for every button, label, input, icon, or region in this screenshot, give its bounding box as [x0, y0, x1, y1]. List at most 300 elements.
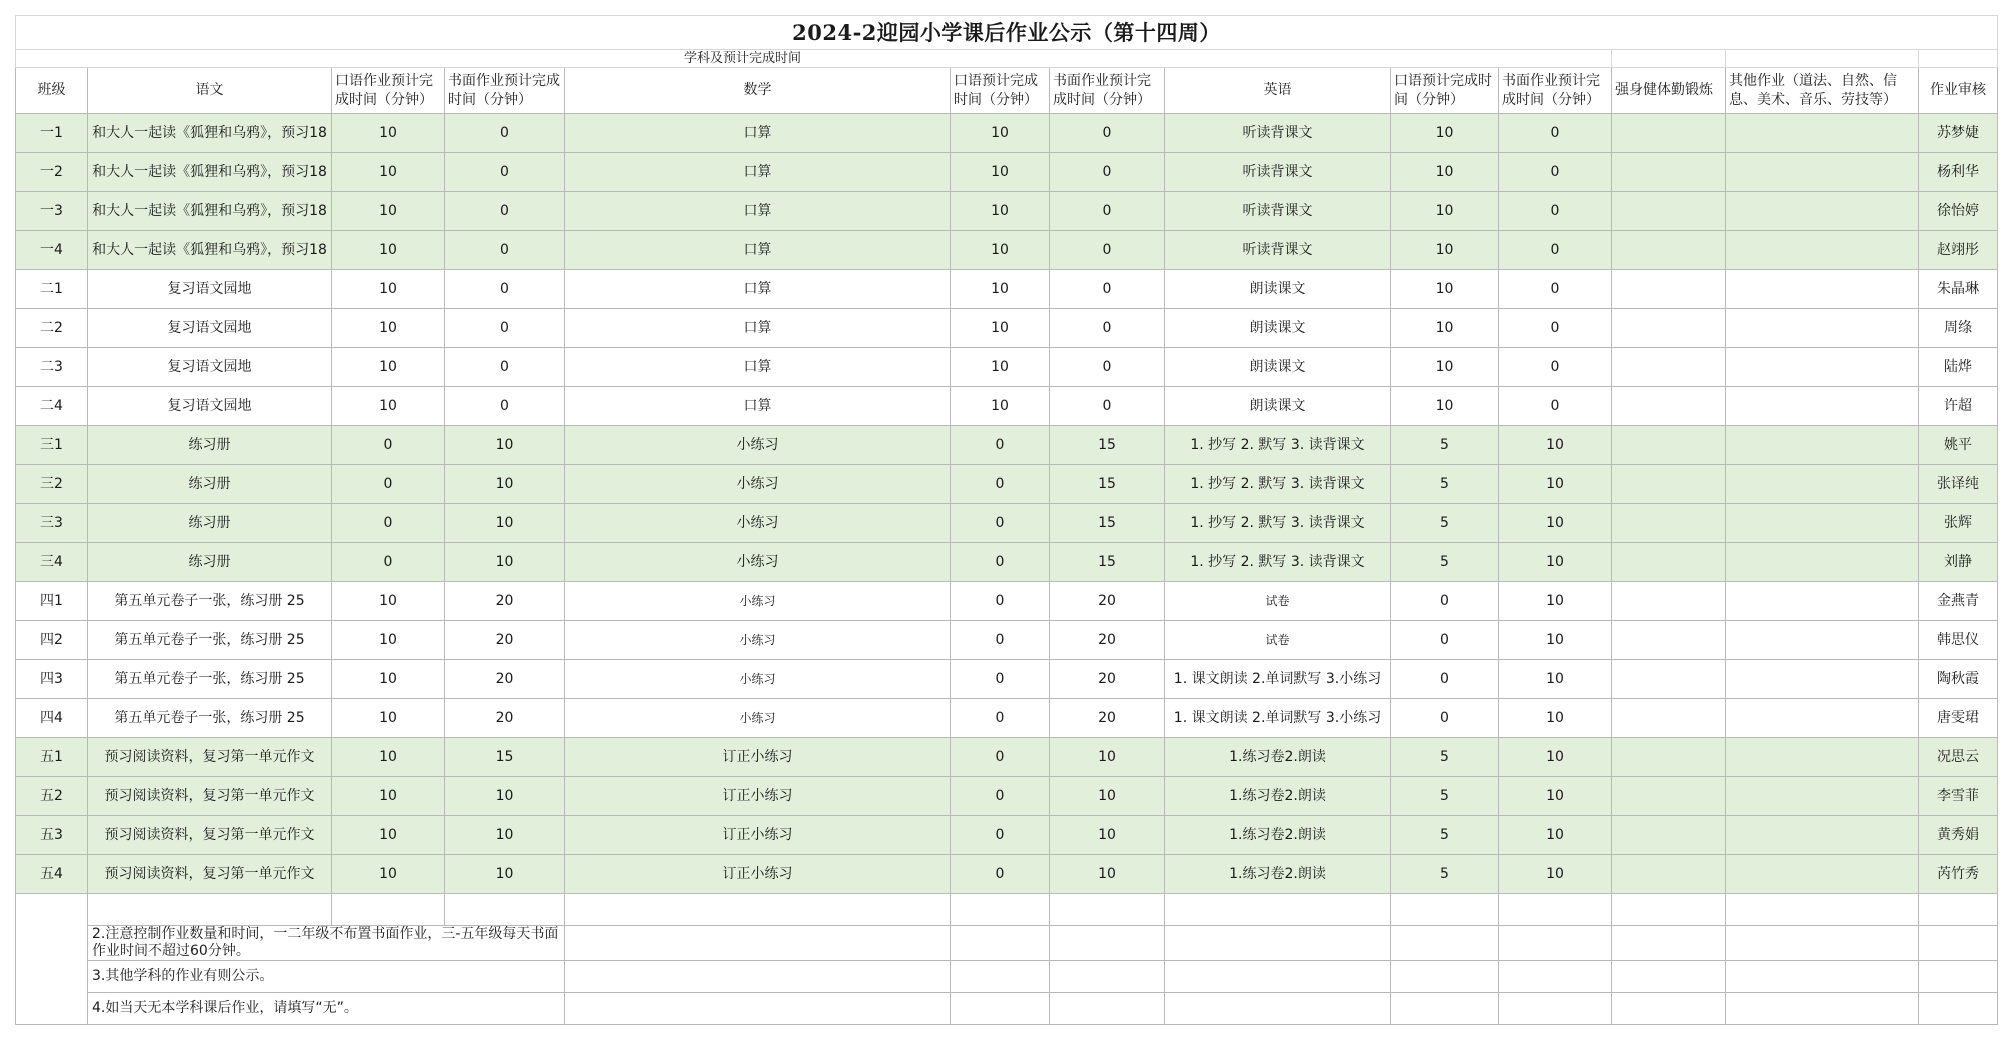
chinese-written-cell: 0: [445, 309, 565, 348]
fitness-cell: [1612, 816, 1726, 855]
english-cell: 1. 课文朗读 2.单词默写 3.小练习: [1165, 699, 1391, 738]
chinese-oral-cell: 10: [332, 192, 445, 231]
english-written-cell: 10: [1499, 777, 1612, 816]
fitness-cell: [1612, 465, 1726, 504]
chinese-oral-cell: 10: [332, 777, 445, 816]
reviewer-cell: 周绦: [1919, 309, 1998, 348]
header-english-written-time: 书面作业预计完成时间（分钟）: [1499, 68, 1612, 114]
chinese-written-cell: 10: [445, 816, 565, 855]
chinese-oral-cell: 10: [332, 309, 445, 348]
table-row: [16, 660, 1998, 699]
table-row: [16, 855, 1998, 894]
chinese-oral-cell: 10: [332, 738, 445, 777]
english-oral-cell: 5: [1391, 426, 1499, 465]
chinese-cell: 练习册: [88, 426, 332, 465]
class-cell: 四2: [16, 621, 88, 660]
chinese-oral-cell: 10: [332, 348, 445, 387]
header-chinese-oral-time: 口语作业预计完成时间（分钟）: [332, 68, 445, 114]
other-cell: [1726, 192, 1919, 231]
page-title: 2024-2迎园小学课后作业公示（第十四周）: [16, 16, 1998, 50]
chinese-cell: 和大人一起读《狐狸和乌鸦》，预习18: [88, 231, 332, 270]
english-oral-cell: 10: [1391, 114, 1499, 153]
class-cell: 三3: [16, 504, 88, 543]
table-row: [16, 114, 1998, 153]
chinese-written-cell: 10: [445, 465, 565, 504]
class-cell: 一2: [16, 153, 88, 192]
note-text: 3.其他学科的作业有则公示。: [88, 961, 565, 993]
math-oral-cell: 10: [951, 231, 1050, 270]
table-row: [16, 309, 1998, 348]
english-oral-cell: 5: [1391, 504, 1499, 543]
reviewer-cell: 陆烨: [1919, 348, 1998, 387]
english-oral-cell: 5: [1391, 777, 1499, 816]
english-written-cell: 0: [1499, 231, 1612, 270]
english-oral-cell: 10: [1391, 270, 1499, 309]
class-cell: 五4: [16, 855, 88, 894]
table-row: [16, 348, 1998, 387]
reviewer-cell: 芮竹秀: [1919, 855, 1998, 894]
other-cell: [1726, 504, 1919, 543]
chinese-oral-cell: 10: [332, 114, 445, 153]
fitness-cell: [1612, 582, 1726, 621]
english-written-cell: 10: [1499, 543, 1612, 582]
math-written-cell: 15: [1050, 426, 1165, 465]
english-oral-cell: 0: [1391, 582, 1499, 621]
class-cell: 四3: [16, 660, 88, 699]
table-row: [16, 504, 1998, 543]
chinese-written-cell: 0: [445, 153, 565, 192]
math-cell: 口算: [565, 387, 951, 426]
math-cell: 小练习: [565, 426, 951, 465]
math-oral-cell: 0: [951, 660, 1050, 699]
fitness-cell: [1612, 777, 1726, 816]
reviewer-cell: 苏梦婕: [1919, 114, 1998, 153]
reviewer-cell: 金燕青: [1919, 582, 1998, 621]
math-oral-cell: 0: [951, 855, 1050, 894]
fitness-cell: [1612, 504, 1726, 543]
math-cell: 订正小练习: [565, 855, 951, 894]
table-row: [16, 543, 1998, 582]
english-written-cell: 10: [1499, 660, 1612, 699]
chinese-written-cell: 0: [445, 348, 565, 387]
english-written-cell: 10: [1499, 582, 1612, 621]
reviewer-cell: 韩思仪: [1919, 621, 1998, 660]
fitness-cell: [1612, 192, 1726, 231]
math-written-cell: 10: [1050, 816, 1165, 855]
chinese-oral-cell: 10: [332, 270, 445, 309]
math-oral-cell: 10: [951, 114, 1050, 153]
reviewer-cell: 许超: [1919, 387, 1998, 426]
chinese-oral-cell: 10: [332, 231, 445, 270]
other-cell: [1726, 621, 1919, 660]
header-other: 其他作业（道法、自然、信息、美术、音乐、劳技等）: [1726, 68, 1919, 114]
class-cell: 一1: [16, 114, 88, 153]
english-written-cell: 0: [1499, 387, 1612, 426]
reviewer-cell: 朱晶琳: [1919, 270, 1998, 309]
header-reviewer: 作业审核: [1919, 68, 1998, 114]
table-row: [16, 621, 1998, 660]
other-cell: [1726, 855, 1919, 894]
math-written-cell: 15: [1050, 504, 1165, 543]
fitness-cell: [1612, 309, 1726, 348]
math-written-cell: 10: [1050, 777, 1165, 816]
table-row: [16, 192, 1998, 231]
english-oral-cell: 10: [1391, 231, 1499, 270]
header-class: 班级: [16, 68, 88, 114]
english-written-cell: 10: [1499, 738, 1612, 777]
chinese-cell: 和大人一起读《狐狸和乌鸦》，预习18: [88, 192, 332, 231]
other-cell: [1726, 270, 1919, 309]
english-cell: 1.练习卷2.朗读: [1165, 855, 1391, 894]
chinese-oral-cell: 10: [332, 582, 445, 621]
fitness-cell: [1612, 543, 1726, 582]
table-row: [16, 465, 1998, 504]
chinese-oral-cell: 10: [332, 816, 445, 855]
other-cell: [1726, 309, 1919, 348]
math-written-cell: 20: [1050, 582, 1165, 621]
math-oral-cell: 0: [951, 816, 1050, 855]
chinese-oral-cell: 0: [332, 426, 445, 465]
chinese-cell: 复习语文园地: [88, 387, 332, 426]
english-cell: 听读背课文: [1165, 231, 1391, 270]
header-fitness: 强身健体勤锻炼: [1612, 68, 1726, 114]
chinese-cell: 复习语文园地: [88, 348, 332, 387]
fitness-cell: [1612, 426, 1726, 465]
math-written-cell: 20: [1050, 699, 1165, 738]
reviewer-cell: 杨利华: [1919, 153, 1998, 192]
chinese-cell: 和大人一起读《狐狸和乌鸦》，预习18: [88, 153, 332, 192]
chinese-cell: 第五单元卷子一张，练习册 25: [88, 660, 332, 699]
chinese-written-cell: 10: [445, 777, 565, 816]
table-row: [16, 231, 1998, 270]
english-written-cell: 10: [1499, 465, 1612, 504]
english-oral-cell: 0: [1391, 660, 1499, 699]
fitness-cell: [1612, 270, 1726, 309]
class-cell: 二4: [16, 387, 88, 426]
chinese-written-cell: 20: [445, 699, 565, 738]
math-cell: 口算: [565, 153, 951, 192]
chinese-cell: 预习阅读资料，复习第一单元作文: [88, 738, 332, 777]
other-cell: [1726, 153, 1919, 192]
header-chinese: 语文: [88, 68, 332, 114]
math-cell: 口算: [565, 231, 951, 270]
homework-table: [15, 15, 1998, 1025]
english-oral-cell: 5: [1391, 738, 1499, 777]
table-row: [16, 699, 1998, 738]
chinese-written-cell: 20: [445, 660, 565, 699]
header-row: [16, 68, 1998, 114]
chinese-written-cell: 0: [445, 114, 565, 153]
english-cell: 试卷: [1165, 621, 1391, 660]
note-row: [16, 993, 1998, 1025]
chinese-written-cell: 10: [445, 426, 565, 465]
class-cell: 三4: [16, 543, 88, 582]
english-written-cell: 0: [1499, 114, 1612, 153]
chinese-oral-cell: 0: [332, 504, 445, 543]
reviewer-cell: 况思云: [1919, 738, 1998, 777]
other-cell: [1726, 816, 1919, 855]
chinese-written-cell: 20: [445, 582, 565, 621]
english-cell: 朗读课文: [1165, 270, 1391, 309]
english-oral-cell: 10: [1391, 192, 1499, 231]
fitness-cell: [1612, 153, 1726, 192]
math-written-cell: 15: [1050, 543, 1165, 582]
math-written-cell: 0: [1050, 192, 1165, 231]
english-oral-cell: 10: [1391, 387, 1499, 426]
math-written-cell: 0: [1050, 270, 1165, 309]
other-cell: [1726, 660, 1919, 699]
spreadsheet: [15, 15, 1997, 1051]
note-text: 4.如当天无本学科课后作业，请填写“无”。: [88, 993, 565, 1025]
english-oral-cell: 0: [1391, 621, 1499, 660]
chinese-cell: 练习册: [88, 504, 332, 543]
class-cell: 四1: [16, 582, 88, 621]
math-cell: 小练习: [565, 660, 951, 699]
reviewer-cell: 李雪菲: [1919, 777, 1998, 816]
class-cell: 一3: [16, 192, 88, 231]
chinese-cell: 和大人一起读《狐狸和乌鸦》，预习18: [88, 114, 332, 153]
fitness-cell: [1612, 621, 1726, 660]
english-written-cell: 0: [1499, 348, 1612, 387]
class-cell: 五1: [16, 738, 88, 777]
math-oral-cell: 0: [951, 543, 1050, 582]
english-cell: 听读背课文: [1165, 153, 1391, 192]
math-oral-cell: 0: [951, 582, 1050, 621]
english-oral-cell: 10: [1391, 348, 1499, 387]
reviewer-cell: 张译纯: [1919, 465, 1998, 504]
table-row: [16, 738, 1998, 777]
reviewer-cell: 刘静: [1919, 543, 1998, 582]
class-cell: 二2: [16, 309, 88, 348]
chinese-cell: 第五单元卷子一张，练习册 25: [88, 621, 332, 660]
chinese-cell: 预习阅读资料，复习第一单元作文: [88, 855, 332, 894]
chinese-oral-cell: 10: [332, 621, 445, 660]
other-cell: [1726, 387, 1919, 426]
table-row: [16, 582, 1998, 621]
math-oral-cell: 0: [951, 426, 1050, 465]
other-cell: [1726, 582, 1919, 621]
fitness-cell: [1612, 660, 1726, 699]
header-english: 英语: [1165, 68, 1391, 114]
english-cell: 1.练习卷2.朗读: [1165, 738, 1391, 777]
table-row: [16, 816, 1998, 855]
english-written-cell: 10: [1499, 504, 1612, 543]
english-written-cell: 0: [1499, 192, 1612, 231]
english-cell: 听读背课文: [1165, 114, 1391, 153]
english-written-cell: 0: [1499, 153, 1612, 192]
english-written-cell: 0: [1499, 309, 1612, 348]
fitness-cell: [1612, 699, 1726, 738]
reviewer-cell: 姚平: [1919, 426, 1998, 465]
chinese-written-cell: 0: [445, 387, 565, 426]
math-oral-cell: 10: [951, 192, 1050, 231]
chinese-cell: 第五单元卷子一张，练习册 25: [88, 582, 332, 621]
header-chinese-written-time: 书面作业预计完成时间（分钟）: [445, 68, 565, 114]
math-cell: 小练习: [565, 582, 951, 621]
chinese-cell: 练习册: [88, 543, 332, 582]
class-cell: 四4: [16, 699, 88, 738]
math-written-cell: 10: [1050, 738, 1165, 777]
chinese-oral-cell: 10: [332, 153, 445, 192]
other-cell: [1726, 465, 1919, 504]
table-row: [16, 777, 1998, 816]
fitness-cell: [1612, 231, 1726, 270]
header-math-oral-time: 口语预计完成时间（分钟）: [951, 68, 1050, 114]
chinese-oral-cell: 10: [332, 387, 445, 426]
math-cell: 口算: [565, 348, 951, 387]
math-cell: 口算: [565, 309, 951, 348]
english-cell: 1.练习卷2.朗读: [1165, 777, 1391, 816]
math-cell: 小练习: [565, 621, 951, 660]
math-cell: 口算: [565, 114, 951, 153]
fitness-cell: [1612, 738, 1726, 777]
other-cell: [1726, 738, 1919, 777]
chinese-written-cell: 0: [445, 231, 565, 270]
fitness-cell: [1612, 855, 1726, 894]
subtitle-row: [16, 50, 1998, 68]
chinese-oral-cell: 0: [332, 543, 445, 582]
math-written-cell: 20: [1050, 660, 1165, 699]
other-cell: [1726, 777, 1919, 816]
title-row: [16, 16, 1998, 50]
fitness-cell: [1612, 348, 1726, 387]
math-oral-cell: 10: [951, 348, 1050, 387]
chinese-oral-cell: 10: [332, 660, 445, 699]
math-oral-cell: 10: [951, 270, 1050, 309]
chinese-written-cell: 0: [445, 192, 565, 231]
math-cell: 订正小练习: [565, 738, 951, 777]
reviewer-cell: 唐雯珺: [1919, 699, 1998, 738]
english-oral-cell: 5: [1391, 543, 1499, 582]
table-row: [16, 153, 1998, 192]
class-cell: 二1: [16, 270, 88, 309]
english-written-cell: 10: [1499, 816, 1612, 855]
class-cell: 三1: [16, 426, 88, 465]
math-written-cell: 0: [1050, 348, 1165, 387]
reviewer-cell: 陶秋霞: [1919, 660, 1998, 699]
reviewer-cell: 张辉: [1919, 504, 1998, 543]
english-oral-cell: 0: [1391, 699, 1499, 738]
chinese-written-cell: 10: [445, 855, 565, 894]
table-row: [16, 270, 1998, 309]
class-cell: 二3: [16, 348, 88, 387]
english-cell: 1. 课文朗读 2.单词默写 3.小练习: [1165, 660, 1391, 699]
other-cell: [1726, 543, 1919, 582]
reviewer-cell: 赵翊彤: [1919, 231, 1998, 270]
english-oral-cell: 5: [1391, 816, 1499, 855]
english-oral-cell: 5: [1391, 855, 1499, 894]
math-written-cell: 0: [1050, 309, 1165, 348]
english-written-cell: 10: [1499, 855, 1612, 894]
english-cell: 听读背课文: [1165, 192, 1391, 231]
math-oral-cell: 10: [951, 309, 1050, 348]
chinese-oral-cell: 0: [332, 465, 445, 504]
math-oral-cell: 0: [951, 465, 1050, 504]
chinese-oral-cell: 10: [332, 855, 445, 894]
header-math-written-time: 书面作业预计完成时间（分钟）: [1050, 68, 1165, 114]
chinese-cell: 预习阅读资料，复习第一单元作文: [88, 777, 332, 816]
chinese-written-cell: 10: [445, 504, 565, 543]
english-cell: 朗读课文: [1165, 387, 1391, 426]
table-row: [16, 426, 1998, 465]
math-oral-cell: 10: [951, 387, 1050, 426]
math-cell: 订正小练习: [565, 777, 951, 816]
class-cell: 五3: [16, 816, 88, 855]
other-cell: [1726, 114, 1919, 153]
english-oral-cell: 5: [1391, 465, 1499, 504]
class-cell: 一4: [16, 231, 88, 270]
english-written-cell: 0: [1499, 270, 1612, 309]
chinese-written-cell: 20: [445, 621, 565, 660]
english-cell: 朗读课文: [1165, 309, 1391, 348]
english-cell: 试卷: [1165, 582, 1391, 621]
other-cell: [1726, 699, 1919, 738]
chinese-written-cell: 10: [445, 543, 565, 582]
subtitle: 学科及预计完成时间: [16, 50, 1612, 68]
math-written-cell: 10: [1050, 855, 1165, 894]
chinese-cell: 第五单元卷子一张，练习册 25: [88, 699, 332, 738]
math-oral-cell: 10: [951, 153, 1050, 192]
class-cell: 五2: [16, 777, 88, 816]
english-cell: 朗读课文: [1165, 348, 1391, 387]
math-oral-cell: 0: [951, 777, 1050, 816]
math-written-cell: 0: [1050, 153, 1165, 192]
math-cell: 小练习: [565, 504, 951, 543]
math-oral-cell: 0: [951, 621, 1050, 660]
other-cell: [1726, 231, 1919, 270]
english-written-cell: 10: [1499, 621, 1612, 660]
math-oral-cell: 0: [951, 699, 1050, 738]
english-cell: 1. 抄写 2. 默写 3. 读背课文: [1165, 543, 1391, 582]
math-written-cell: 0: [1050, 114, 1165, 153]
math-cell: 小练习: [565, 465, 951, 504]
english-oral-cell: 10: [1391, 309, 1499, 348]
english-cell: 1. 抄写 2. 默写 3. 读背课文: [1165, 465, 1391, 504]
note-text: 2.注意控制作业数量和时间，一二年级不布置书面作业，三-五年级每天书面作业时间不超过60分钟。: [88, 926, 565, 961]
math-cell: 小练习: [565, 543, 951, 582]
english-cell: 1. 抄写 2. 默写 3. 读背课文: [1165, 504, 1391, 543]
english-oral-cell: 10: [1391, 153, 1499, 192]
english-written-cell: 10: [1499, 699, 1612, 738]
english-written-cell: 10: [1499, 426, 1612, 465]
reviewer-cell: 黄秀娟: [1919, 816, 1998, 855]
other-cell: [1726, 426, 1919, 465]
blank-row: [16, 894, 1998, 926]
note-row: [16, 961, 1998, 993]
class-cell: 三2: [16, 465, 88, 504]
chinese-cell: 预习阅读资料，复习第一单元作文: [88, 816, 332, 855]
math-cell: 小练习: [565, 699, 951, 738]
math-oral-cell: 0: [951, 738, 1050, 777]
chinese-cell: 练习册: [88, 465, 332, 504]
math-written-cell: 0: [1050, 231, 1165, 270]
math-cell: 口算: [565, 270, 951, 309]
math-oral-cell: 0: [951, 504, 1050, 543]
math-cell: 口算: [565, 192, 951, 231]
header-math: 数学: [565, 68, 951, 114]
math-written-cell: 15: [1050, 465, 1165, 504]
chinese-written-cell: 0: [445, 270, 565, 309]
fitness-cell: [1612, 387, 1726, 426]
chinese-cell: 复习语文园地: [88, 309, 332, 348]
math-written-cell: 0: [1050, 387, 1165, 426]
other-cell: [1726, 348, 1919, 387]
chinese-written-cell: 15: [445, 738, 565, 777]
math-cell: 订正小练习: [565, 816, 951, 855]
table-row: [16, 387, 1998, 426]
chinese-oral-cell: 10: [332, 699, 445, 738]
math-written-cell: 20: [1050, 621, 1165, 660]
